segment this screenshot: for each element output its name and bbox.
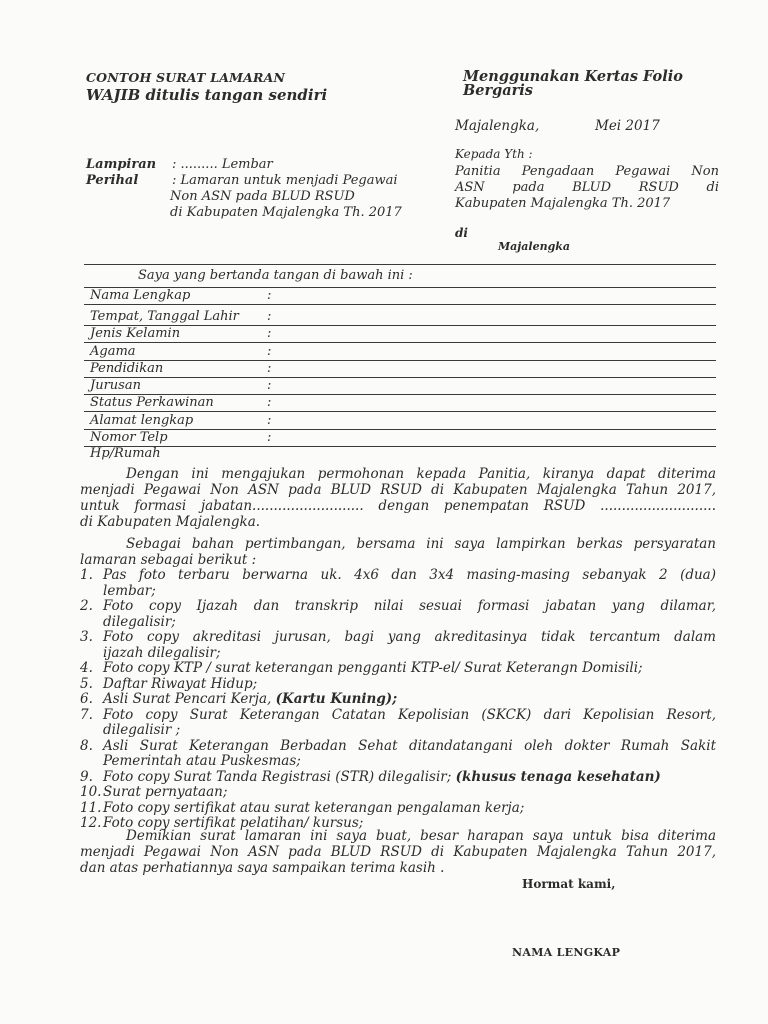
field-colon: :	[267, 395, 272, 410]
item-text-cont: dilegalisir;	[103, 613, 176, 630]
attachment-label: Lampiran	[86, 157, 157, 172]
identity-row-birth	[84, 308, 716, 326]
paper-note-line-1: Menggunakan Kertas Folio	[463, 68, 683, 85]
field-colon: :	[267, 326, 272, 341]
item-number: 3.	[80, 629, 93, 645]
item-text: Pas foto terbaru berwarna uk. 4x6 dan 3x4 masing-masing sebanyak 2 (dua)	[103, 567, 716, 583]
subject-line-3: di Kabupaten Majalengka Th. 2017	[170, 205, 402, 220]
field-colon: :	[267, 430, 272, 445]
recipient-greeting: Kepada Yth :	[455, 147, 533, 161]
field-label: Pendidikan	[90, 361, 164, 376]
body-paragraph-1	[80, 466, 716, 530]
attachment-block	[86, 157, 446, 221]
list-item	[80, 785, 716, 801]
field-label: Status Perkawinan	[90, 395, 214, 410]
list-item	[80, 770, 716, 786]
identity-row-gender	[84, 325, 716, 343]
field-label: Alamat lengkap	[90, 413, 194, 428]
identity-intro: Saya yang bertanda tangan di bawah ini :	[138, 268, 413, 283]
field-label: Tempat, Tanggal Lahir	[90, 309, 239, 324]
list-item	[80, 599, 716, 630]
p1-line-1: Dengan ini mengajukan permohonan kepada Panitia, kiranya dapat diterima	[126, 466, 716, 482]
item-text: Daftar Riwayat Hidup;	[103, 675, 258, 692]
item-text: Foto copy KTP / surat keterangan pengganti KTP-el/ Surat Keterangn Domisili;	[103, 660, 643, 676]
phone-label-cont: Hp/Rumah	[90, 446, 161, 461]
field-colon: :	[267, 288, 272, 303]
recipient-line-1: Panitia Pengadaan Pegawai Non	[455, 164, 719, 179]
identity-row-phone	[84, 429, 716, 447]
item-number: 5.	[80, 675, 93, 692]
item-number: 7.	[80, 706, 93, 723]
recipient-address	[455, 164, 719, 212]
identity-top-line	[84, 264, 716, 265]
recipient-di: di	[455, 226, 468, 240]
item-text: Foto copy Ijazah dan transkrip nilai sesuai formasi jabatan yang dilamar,	[103, 598, 716, 614]
item-number: 1.	[80, 567, 93, 583]
letter-title: CONTOH SURAT LAMARAN	[86, 70, 286, 85]
closing-line-1: Demikian surat lamaran ini saya buat, besar harapan saya untuk bisa diterima	[126, 828, 716, 844]
field-label: Agama	[90, 344, 136, 359]
p1-line-2: menjadi Pegawai Non ASN pada BLUD RSUD di Kabupaten Majalengka Tahun 2017,	[80, 482, 716, 498]
field-label: Jenis Kelamin	[90, 326, 181, 341]
identity-row-address	[84, 412, 716, 430]
item-text-cont: ijazah dilegalisir;	[103, 644, 221, 661]
closing-line-3: dan atas perhatiannya saya sampaikan terima kasih .	[80, 860, 445, 876]
item-text-cont: Pemerintah atau Puskesmas;	[103, 753, 301, 769]
paper-note-line-2: Bergaris	[463, 82, 533, 99]
item-number: 9.	[80, 768, 93, 785]
list-item	[80, 677, 716, 693]
field-colon: :	[267, 413, 272, 428]
item-number: 8.	[80, 737, 93, 754]
subject-label: Perihal	[86, 173, 139, 188]
recipient-city: Majalengka	[498, 240, 571, 253]
item-text: Foto copy sertifikat atau surat keterangan pengalaman kerja;	[103, 799, 525, 816]
field-colon: :	[267, 361, 272, 376]
list-item	[80, 692, 716, 708]
identity-row-major	[84, 377, 716, 395]
item-number: 6.	[80, 691, 93, 707]
identity-row-religion	[84, 343, 716, 361]
field-label: Nama Lengkap	[90, 288, 191, 303]
p2-line-2: lamaran sebagai berikut :	[80, 552, 257, 568]
item-text: Foto copy Surat Keterangan Catatan Kepolisian (SKCK) dari Kepolisian Resort,	[103, 706, 716, 723]
item-number: 2.	[80, 598, 93, 614]
field-label: Jurusan	[90, 378, 141, 393]
field-colon: :	[267, 378, 272, 393]
identity-row-education	[84, 360, 716, 378]
item-text: Foto copy Surat Tanda Registrasi (STR) dilegalisir;	[103, 768, 456, 785]
item-text: Asli Surat Keterangan Berbadan Sehat ditandatangani oleh dokter Rumah Sakit	[103, 737, 716, 754]
letter-header	[86, 70, 327, 104]
signature-closing: Hormat kami,	[522, 877, 616, 891]
p1-line-3: untuk formasi jabatan.......................... dengan penempatan RSUD ...........................	[80, 498, 716, 514]
item-text-bold: (khusus tenaga kesehatan)	[455, 768, 661, 785]
date-place: Majalengka,	[455, 118, 540, 134]
item-text-bold: (Kartu Kuning);	[275, 691, 398, 707]
field-label: Nomor Telp	[90, 430, 168, 445]
item-text: Surat pernyataan;	[103, 784, 228, 800]
recipient-line-2: ASN pada BLUD RSUD di	[455, 180, 719, 195]
item-text: Foto copy sertifikat pelatihan/ kursus;	[103, 815, 364, 831]
list-item	[80, 661, 716, 677]
p2-line-1: Sebagai bahan pertimbangan, bersama ini saya lampirkan berkas persyaratan	[126, 536, 716, 552]
paper-note	[463, 70, 683, 98]
signature-name: NAMA LENGKAP	[512, 946, 621, 959]
closing-line-2: menjadi Pegawai Non ASN pada BLUD RSUD di Kabupaten Majalengka Tahun 2017,	[80, 844, 716, 860]
identity-row-marital	[84, 394, 716, 412]
closing-paragraph	[80, 828, 716, 876]
list-item	[80, 708, 716, 739]
subject-line-2: Non ASN pada BLUD RSUD	[170, 189, 355, 204]
identity-row-name	[84, 287, 716, 305]
p1-line-4: di Kabupaten Majalengka.	[80, 514, 261, 530]
recipient-line-3: Kabupaten Majalengka Th. 2017	[455, 196, 671, 211]
attachment-value: : ......... Lembar	[172, 157, 273, 172]
item-number: 12.	[80, 815, 102, 831]
list-item	[80, 801, 716, 817]
item-text: Asli Surat Pencari Kerja,	[103, 691, 276, 707]
date-month-year: Mei 2017	[595, 118, 660, 134]
subject-line-1: : Lamaran untuk menjadi Pegawai	[172, 173, 398, 188]
field-colon: :	[267, 344, 272, 359]
field-colon: :	[267, 309, 272, 324]
identity-intro-row	[84, 270, 716, 288]
letter-subtitle: WAJIB ditulis tangan sendiri	[86, 86, 328, 104]
item-text: Foto copy akreditasi jurusan, bagi yang akreditasinya tidak tercantum dalam	[103, 629, 716, 645]
body-paragraph-2	[80, 536, 716, 568]
item-text-cont: dilegalisir ;	[103, 722, 181, 738]
item-number: 4.	[80, 660, 93, 676]
list-item	[80, 568, 716, 599]
requirements-list	[80, 568, 716, 832]
list-item	[80, 739, 716, 770]
item-number: 11.	[80, 799, 102, 816]
item-number: 10.	[80, 784, 102, 800]
item-text-cont: lembar;	[103, 582, 156, 599]
list-item	[80, 630, 716, 661]
